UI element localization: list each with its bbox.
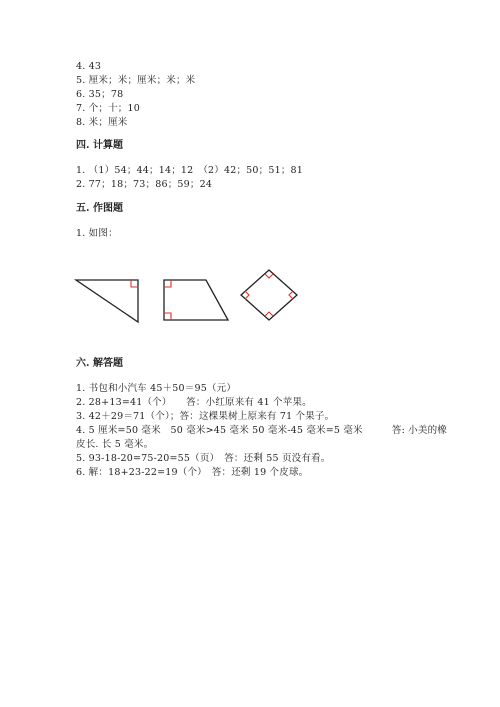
right-angle-marker (245, 291, 249, 299)
word-problem-line-4-cont: 皮长. 长 5 毫米。 (76, 439, 154, 450)
word-problem-line-5: 5. 93-18-20=75-20=55（页） 答：还剩 55 页没有看。 (76, 453, 331, 464)
right-triangle-figure (76, 280, 138, 322)
right-angle-marker (131, 280, 138, 287)
square-figure (241, 270, 297, 320)
word-problem-line-1: 1. 书包和小汽车 45＋50＝95（元） (76, 383, 237, 394)
section-heading-word-problems: 六. 解答题 (76, 358, 123, 369)
answer-line-5: 5. 厘米；米；厘米；米；米 (76, 75, 196, 86)
calculation-line-2: 2. 77；18；73；86；59；24 (76, 179, 213, 190)
right-angle-marker (265, 274, 273, 278)
drawing-figures (70, 262, 310, 332)
answer-line-6: 6. 35；78 (76, 89, 124, 100)
answer-line-8: 8. 米；厘米 (76, 117, 128, 128)
section-heading-drawing: 五. 作图题 (76, 203, 123, 214)
word-problem-line-2: 2. 28+13=41（个） 答：小红原来有 41 个苹果。 (76, 397, 312, 408)
calculation-line-1: 1. （1）54；44；14；12 （2）42；50；51；81 (76, 165, 304, 176)
right-trapezoid-figure (164, 280, 228, 320)
right-angle-marker (164, 313, 171, 320)
word-problem-line-4: 4. 5 厘米=50 毫米 50 毫米>45 毫米 50 毫米-45 毫米=5 毫米 答: 小美的橡 (76, 425, 447, 436)
answer-line-4: 4. 43 (76, 61, 102, 72)
right-angle-marker (289, 291, 293, 299)
section-heading-calculation: 四. 计算题 (76, 140, 123, 151)
right-angle-marker (265, 312, 273, 316)
word-problem-line-6: 6. 解：18+23-22=19（个） 答：还剩 19 个皮球。 (76, 467, 309, 478)
answer-line-7: 7. 个；十；10 (76, 103, 140, 114)
drawing-line-1: 1. 如图： (76, 228, 118, 239)
right-angle-marker (164, 280, 171, 287)
word-problem-line-3: 3. 42＋29＝71（个）；答：这棵果树上原来有 71 个果子。 (76, 411, 335, 422)
